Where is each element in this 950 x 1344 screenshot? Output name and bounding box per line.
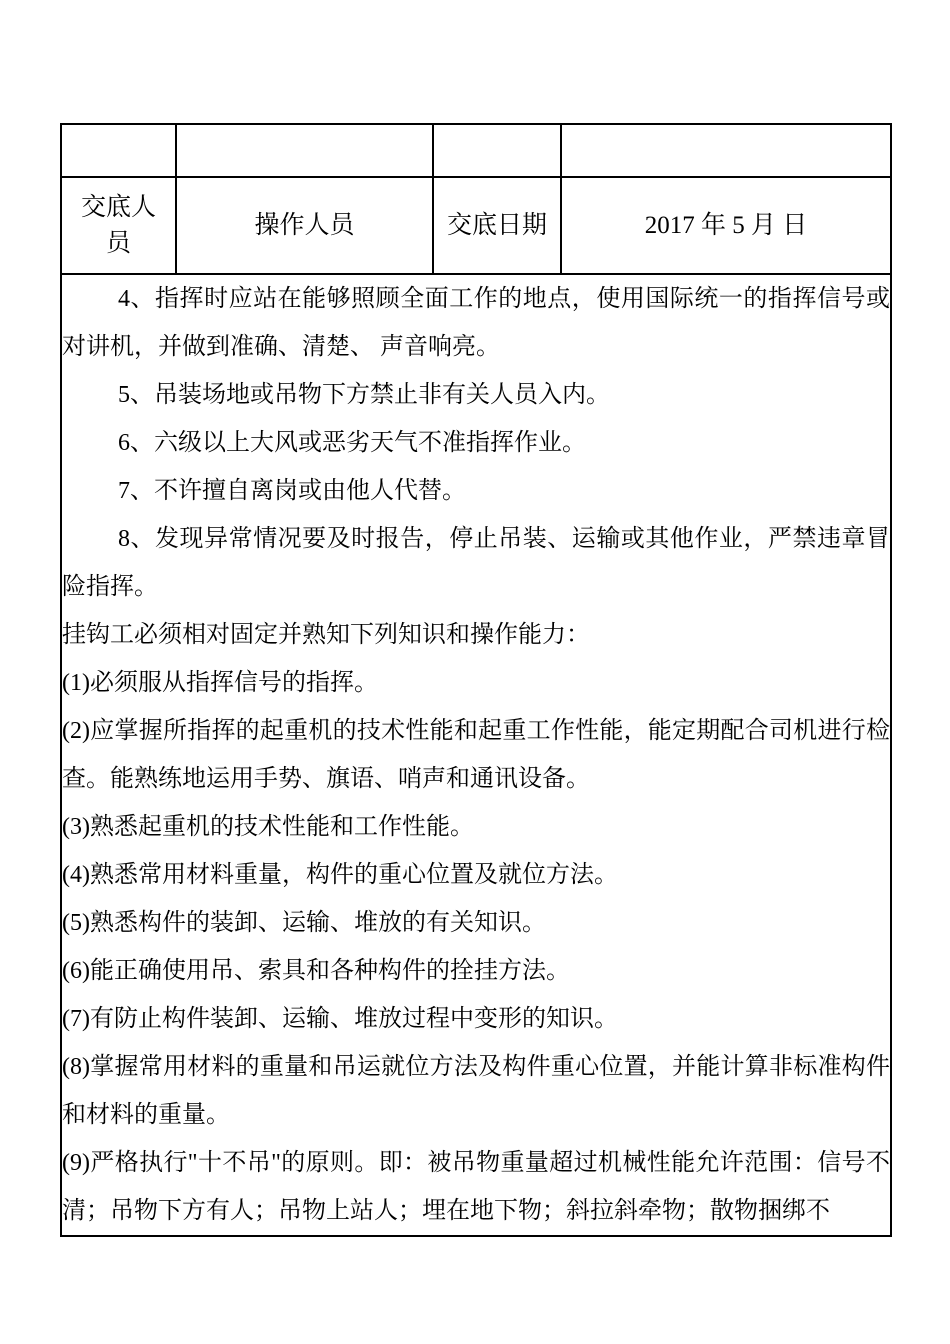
- paragraph-rule-4: (4)熟悉常用材料重量，构件的重心位置及就位方法。: [62, 862, 618, 888]
- empty-cell-1: [61, 124, 176, 177]
- paragraph-rule-5: (5)熟悉构件的装卸、运输、堆放的有关知识。: [62, 910, 546, 936]
- paragraph-item-4: 4、指挥时应站在能够照顾全面工作的地点，使用国际统一的指挥信号或对讲机，并做到准确、清楚、 声音响亮。: [62, 286, 890, 360]
- paragraph-item-5: 5、吊装场地或吊物下方禁止非有关人员入内。: [118, 382, 610, 408]
- paragraph-rule-3: (3)熟悉起重机的技术性能和工作性能。: [62, 814, 474, 840]
- paragraph-item-8: 8、发现异常情况要及时报告，停止吊装、运输或其他作业，严禁违章冒险指挥。: [62, 526, 890, 600]
- briefing-person-label: 交底人员: [61, 177, 176, 274]
- paragraph-rule-7: (7)有防止构件装卸、运输、堆放过程中变形的知识。: [62, 1006, 618, 1032]
- table-empty-row: [61, 124, 891, 177]
- briefing-person-value: 操作人员: [176, 177, 433, 274]
- paragraph-rule-2: (2)应掌握所指挥的起重机的技术性能和起重工作性能，能定期配合司机进行检查。能熟练地运用手势、旗语、哨声和通讯设备。: [62, 718, 890, 792]
- briefing-date-value: 2017 年 5 月 日: [561, 177, 891, 274]
- body-text-cell: [61, 274, 891, 1236]
- empty-cell-4: [561, 124, 891, 177]
- briefing-date-label: 交底日期: [433, 177, 561, 274]
- paragraph-rule-6: (6)能正确使用吊、索具和各种构件的拴挂方法。: [62, 958, 570, 984]
- table-body-row: [61, 274, 891, 1236]
- table-info-row: [61, 177, 891, 274]
- paragraph-rule-8: (8)掌握常用材料的重量和吊运就位方法及构件重心位置，并能计算非标准构件和材料的重量。: [62, 1054, 890, 1128]
- briefing-table: [60, 123, 892, 1237]
- empty-cell-2: [176, 124, 433, 177]
- paragraph-rule-1: (1)必须服从指挥信号的指挥。: [62, 670, 378, 696]
- empty-cell-3: [433, 124, 561, 177]
- paragraph-item-7: 7、不许擅自离岗或由他人代替。: [118, 478, 466, 504]
- paragraph-item-6: 6、六级以上大风或恶劣天气不准指挥作业。: [118, 430, 586, 456]
- paragraph-hook-worker-intro: 挂钩工必须相对固定并熟知下列知识和操作能力：: [62, 622, 590, 648]
- paragraph-rule-9: (9)严格执行"十不吊"的原则。即：被吊物重量超过机械性能允许范围：信号不清；吊物下方有人；吊物上站人；埋在地下物；斜拉斜牵物；散物捆绑不: [62, 1150, 890, 1224]
